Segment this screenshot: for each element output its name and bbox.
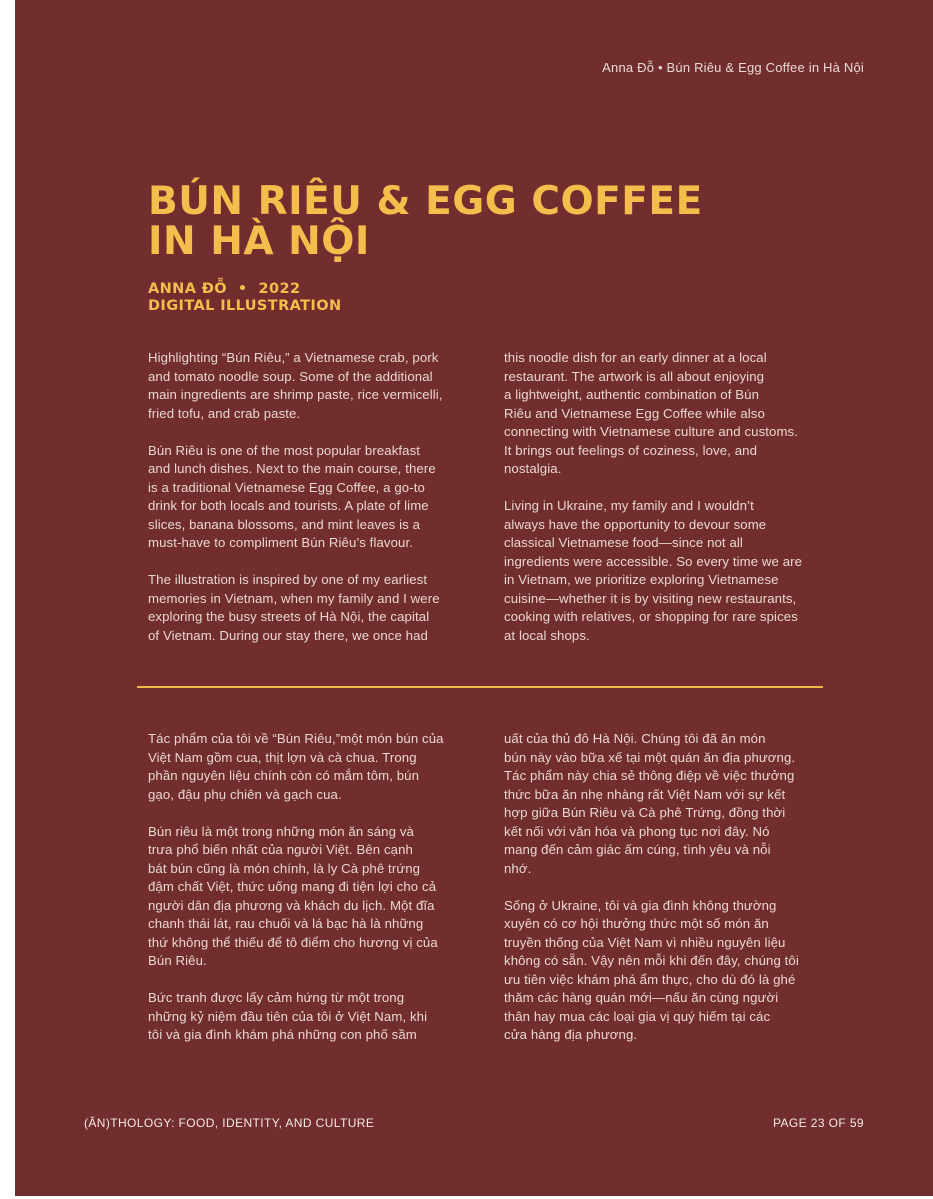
vietnamese-column-right: [504, 730, 829, 1045]
paragraph: Highlighting “Bún Riêu,” a Vietnamese crab, pork and tomato noodle soup. Some of the additional main ingredients are shrimp paste, rice vermicelli, fried tofu, and crab paste.: [148, 350, 443, 421]
paragraph: Tác phẩm của tôi về “Bún Riêu,”một món bún của Việt Nam gồm cua, thịt lợn và cà chua. Trong phần nguyên liệu chính còn có mắm tôm, bún gạo, đậu phụ chiên và gạch cua.: [148, 731, 444, 802]
vietnamese-column-left: [148, 730, 476, 1045]
page-number: PAGE 23 OF 59: [772, 1116, 864, 1130]
medium: DIGITAL ILLUSTRATION: [148, 298, 342, 314]
paragraph: Bún riêu là một trong những món ăn sáng và trưa phổ biến nhất của người Việt. Bên cạnh bát bún cũng là món chính, là ly Cà phê trứng đậm chất Việt, thức uống mang đi tiện lợi cho cả người dân địa phương và khách du lịch. Một đĩa chanh thái lát, rau chuối và lá bạc hà là những thứ không thể thiếu để tô điểm cho hương vị của Bún Riêu.: [148, 823, 438, 968]
paragraph: The illustration is inspired by one of my earliest memories in Vietnam, when my family and I were exploring the busy streets of Hà Nội, the capital of Vietnam. During our stay there, we once had: [148, 572, 440, 643]
author-year: ANNA ĐỖ • 2022: [148, 281, 301, 297]
paragraph: this noodle dish for an early dinner at a local restaurant. The artwork is all about enjoying a lightweight, authentic combination of Bún Riêu and Vietnamese Egg Coffee while also connecting with Vietnamese culture and customs. It brings out feelings of coziness, love, and nostalgia.: [504, 350, 799, 476]
magazine-page: [15, 0, 933, 1196]
running-head: Anna Đỗ • Bún Riêu & Egg Coffee in Hà Nội: [602, 60, 864, 75]
paragraph: Bún Riêu is one of the most popular breakfast and lunch dishes. Next to the main course, there is a traditional Vietnamese Egg Coffee, a go-to drink for both locals and tourists. A plate of lime slices, banana blossoms, and mint leaves is a must-have to compliment Bún Riêu’s flavour.: [148, 442, 436, 550]
paragraph: Bức tranh được lấy cảm hứng từ một trong những kỷ niệm đầu tiên của tôi ở Việt Nam, khi tôi và gia đình khám phá những con phố sầm: [148, 990, 428, 1042]
publication-title: (ĂN)THOLOGY: FOOD, IDENTITY, AND CULTURE: [84, 1116, 375, 1130]
paragraph: Sống ở Ukraine, tôi và gia đình không thường xuyên có cơ hội thưởng thức một số món ăn truyền thống của Việt Nam vì nhiều nguyên liệu không có sẵn. Vậy nên mỗi khi đến đây, chúng tôi ưu tiên việc khám phá ẩm thực, cho dù đó là ghé thăm các hàng quán mới—nấu ăn cùng người thân hay mua các loại gia vị quý hiếm tại các cửa hàng địa phương.: [504, 897, 799, 1042]
title-line-1: BÚN RIÊU & EGG COFFEE: [148, 179, 703, 224]
english-column-right: [504, 349, 844, 645]
byline: [148, 281, 341, 315]
title-line-2: IN HÀ NỘI: [148, 219, 370, 264]
section-divider: [137, 686, 823, 688]
paragraph: uất của thủ đô Hà Nội. Chúng tôi đã ăn món bún này vào bữa xế tại một quán ăn địa phương. Tác phẩm này chia sẻ thông điệp về việc thưởng thức bữa ăn nhẹ nhàng rất Việt Nam với sự kết hợp giữa Bún Riêu và Cà phê Trứng, đồng thời kết nối với văn hóa và phong tục nơi đây. Nó mang đến cảm giác ấm cúng, tình yêu và nỗi nhớ.: [504, 731, 796, 876]
paragraph: Living in Ukraine, my family and I wouldn’t always have the opportunity to devour some classical Vietnamese food—since not all ingredients were accessible. So every time we are in Vietnam, we prioritize exploring Vietnamese cuisine—whether it is by visiting new restaurants, cooking with relatives, or shopping for rare spices at local shops.: [504, 498, 803, 643]
english-column-left: [148, 349, 476, 645]
article-title: [148, 179, 788, 264]
